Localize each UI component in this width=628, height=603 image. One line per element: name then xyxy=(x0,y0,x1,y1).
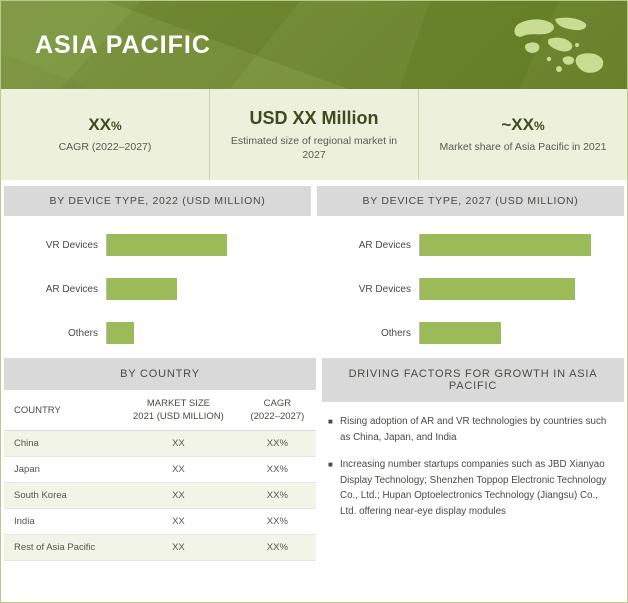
cell-country: South Korea xyxy=(4,483,118,509)
chart-title-2027: BY DEVICE TYPE, 2027 (USD MILLION) xyxy=(317,186,624,216)
cell-market-size: XX xyxy=(118,431,239,457)
bar-track xyxy=(419,234,614,256)
bar-track xyxy=(106,234,301,256)
bar-label: VR Devices xyxy=(358,283,411,295)
table-row xyxy=(4,431,316,457)
cell-country: Japan xyxy=(4,457,118,483)
bar-value xyxy=(107,278,177,300)
cell-cagr: XX% xyxy=(239,431,316,457)
drivers-title: DRIVING FACTORS FOR GROWTH IN ASIA PACIFIC xyxy=(322,358,624,402)
bar-label: AR Devices xyxy=(45,283,98,295)
stat-market-share xyxy=(418,89,627,180)
chart-body-2027 xyxy=(317,216,624,352)
stat-market-size xyxy=(209,89,418,180)
list-item xyxy=(328,414,614,445)
device-type-charts xyxy=(1,186,627,352)
cell-country: India xyxy=(4,509,118,535)
driver-text: Increasing number startups companies such as JBD Xianyao Display Technology; Shenzhen Toppop Electronic Technology Co., Ltd.; Hupan Optoelectronics Technology (Jiangsu) Co., Ltd. offering near-eye display modules xyxy=(340,459,607,517)
stat-market-share-label: Market share of Asia Pacific in 2021 xyxy=(439,141,607,153)
cell-market-size: XX xyxy=(118,483,239,509)
column-header-country: COUNTRY xyxy=(4,390,118,431)
country-table-panel xyxy=(4,358,316,561)
stat-market-share-value: ~XX% xyxy=(501,115,545,134)
cell-country: China xyxy=(4,431,118,457)
world-map-icon xyxy=(499,9,609,83)
table-row xyxy=(4,509,316,535)
cell-cagr: XX% xyxy=(239,483,316,509)
header-banner xyxy=(1,1,627,89)
bar-value xyxy=(420,234,591,256)
stat-market-size-value: USD XX Million xyxy=(249,107,379,128)
bar-row xyxy=(4,274,301,304)
cell-market-size: XX xyxy=(118,509,239,535)
stat-cagr-value: XX% xyxy=(88,115,122,134)
cell-market-size: XX xyxy=(118,535,239,561)
bar-label: Others xyxy=(67,327,98,339)
bar-label: VR Devices xyxy=(45,239,98,251)
bar-label: Others xyxy=(380,327,411,339)
chart-device-type-2022 xyxy=(4,186,311,352)
bar-track xyxy=(106,278,301,300)
bar-value xyxy=(420,322,501,344)
chart-device-type-2027 xyxy=(317,186,624,352)
bar-row xyxy=(317,274,614,304)
bar-row xyxy=(4,230,301,260)
stat-cagr-label: CAGR (2022–2027) xyxy=(58,141,152,153)
bar-track xyxy=(106,322,301,344)
bottom-section xyxy=(1,352,627,561)
bar-row xyxy=(317,318,614,348)
summary-stats xyxy=(1,89,627,186)
drivers-list xyxy=(322,402,624,537)
country-table xyxy=(4,390,316,561)
bar-value xyxy=(420,278,575,300)
bar-row xyxy=(317,230,614,260)
cell-cagr: XX% xyxy=(239,535,316,561)
bar-value xyxy=(107,234,227,256)
cell-cagr: XX% xyxy=(239,509,316,535)
table-row xyxy=(4,483,316,509)
stat-market-size-label: Estimated size of regional market in 2027 xyxy=(230,134,398,161)
bar-value xyxy=(107,322,134,344)
bullet-icon: ■ xyxy=(328,417,333,426)
cell-market-size: XX xyxy=(118,457,239,483)
bar-track xyxy=(419,278,614,300)
stat-cagr xyxy=(1,89,209,180)
table-row xyxy=(4,535,316,561)
cell-cagr: XX% xyxy=(239,457,316,483)
country-table-title: BY COUNTRY xyxy=(4,358,316,390)
chart-body-2022 xyxy=(4,216,311,352)
drivers-panel xyxy=(322,358,624,561)
table-row xyxy=(4,457,316,483)
column-header-market-size: MARKET SIZE 2021 (USD MILLION) xyxy=(118,390,239,431)
driver-text: Rising adoption of AR and VR technologies by countries such as China, Japan, and India xyxy=(340,416,607,443)
bar-track xyxy=(419,322,614,344)
cell-country: Rest of Asia Pacific xyxy=(4,535,118,561)
chart-title-2022: BY DEVICE TYPE, 2022 (USD MILLION) xyxy=(4,186,311,216)
column-header-cagr: CAGR (2022–2027) xyxy=(239,390,316,431)
list-item xyxy=(328,457,614,519)
bar-row xyxy=(4,318,301,348)
bar-label: AR Devices xyxy=(358,239,411,251)
table-header-row xyxy=(4,390,316,431)
bullet-icon: ■ xyxy=(328,460,333,469)
page-title: ASIA PACIFIC xyxy=(35,31,211,59)
